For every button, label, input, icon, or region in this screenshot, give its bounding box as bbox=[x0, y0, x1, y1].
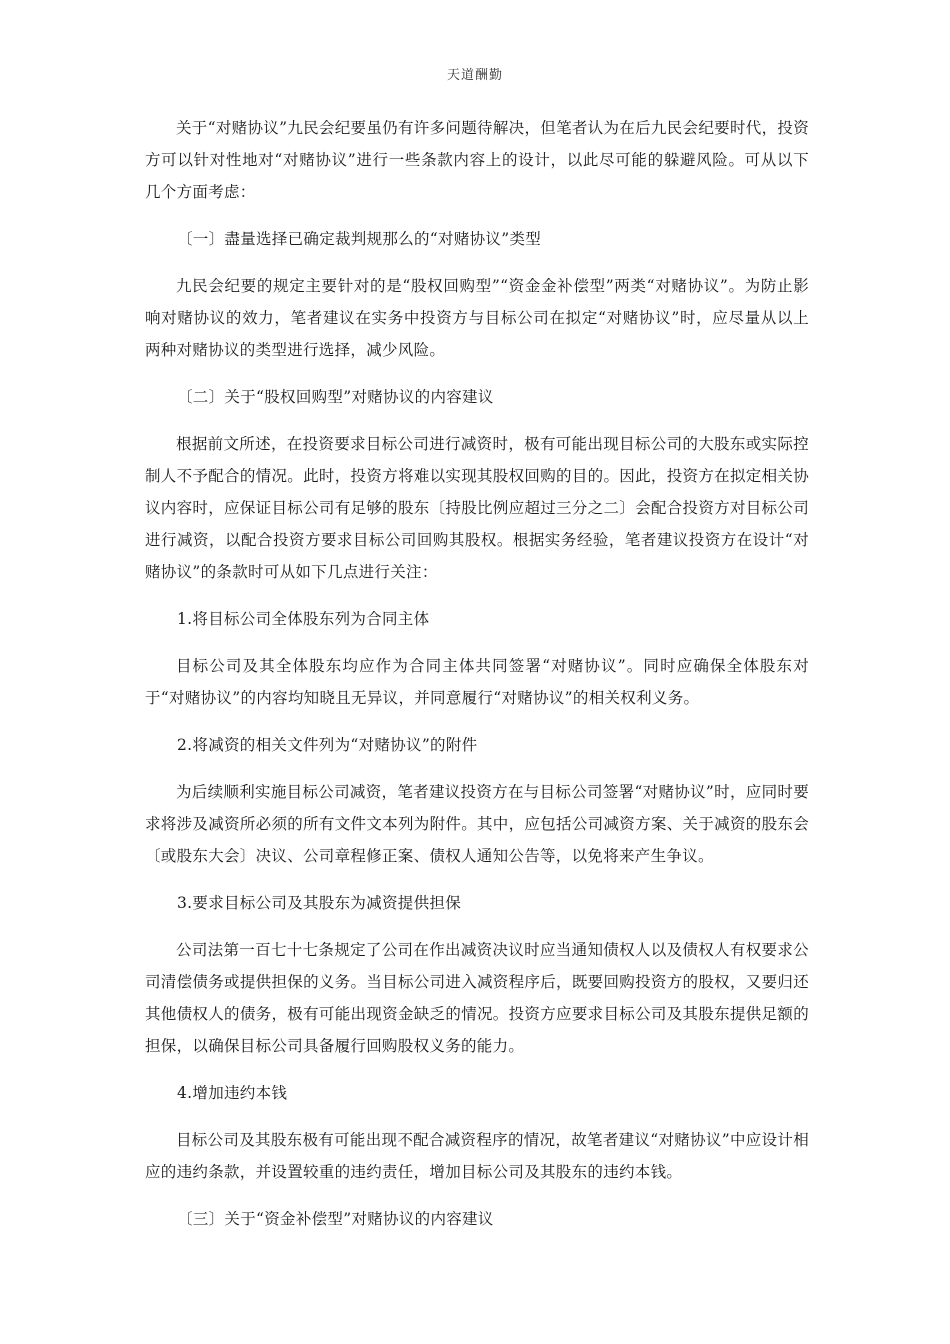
page-header: 天道酬勤 bbox=[446, 68, 503, 83]
paragraph-section-1: 九民会纪要的规定主要针对的是“股权回购型”“资金金补偿型”两类“对赌协议”。为防止影响对赌协议的效力，笔者建议在实务中投资方与目标公司在拟定“对赌协议”时，应尽量从以上两种对赌协议的类型进行选择，减少风险。 bbox=[145, 277, 809, 359]
document-body bbox=[145, 112, 809, 1250]
subheading-3: 3.要求目标公司及其股东为减资提供担保 bbox=[177, 894, 461, 912]
paragraph-sub-1: 目标公司及其全体股东均应作为合同主体共同签署“对赌协议”。同时应确保全体股东对于“对赌协议”的内容均知晓且无异议，并同意履行“对赌协议”的相关权利义务。 bbox=[145, 657, 809, 707]
paragraph-section-2: 根据前文所述，在投资要求目标公司进行减资时，极有可能出现目标公司的大股东或实际控制人不予配合的情况。此时，投资方将难以实现其股权回购的目的。因此，投资方在拟定相关协议内容时，应保证目标公司有足够的股东〔持股比例应超过三分之二〕会配合投资方对目标公司进行减资，以配合投资方要求目标公司回购其股权。根据实务经验，笔者建议投资方在设计“对赌协议”的条款时可从如下几点进行关注： bbox=[145, 435, 809, 581]
section-heading-1: 〔一〕盡量选择已确定裁判规那么的“对赌协议”类型 bbox=[177, 230, 542, 248]
section-heading-3: 〔三〕关于“资金补偿型”对赌协议的内容建议 bbox=[177, 1210, 494, 1228]
paragraph-sub-4: 目标公司及其股东极有可能出现不配合减资程序的情况，故笔者建议“对赌协议”中应设计相应的违约条款，并设置较重的违约责任，增加目标公司及其股东的违约本钱。 bbox=[145, 1131, 809, 1181]
paragraph-intro: 关于“对赌协议”九民会纪要虽仍有许多问题待解决，但笔者认为在后九民会纪要时代，投资方可以针对性地对“对赌协议”进行一些条款内容上的设计，以此尽可能的躲避风险。可从以下几个方面考虑： bbox=[145, 119, 809, 201]
section-heading-2: 〔二〕关于“股权回购型”对赌协议的内容建议 bbox=[177, 388, 494, 406]
paragraph-sub-2: 为后续顺利实施目标公司减资，笔者建议投资方在与目标公司签署“对赌协议”时，应同时要求将涉及减资所必须的所有文件文本列为附件。其中，应包括公司减资方案、关于减资的股东会〔或股东大会〕决议、公司章程修正案、债权人通知公告等，以免将来产生争议。 bbox=[145, 783, 809, 865]
subheading-2: 2.将减资的相关文件列为“对赌协议”的附件 bbox=[177, 736, 478, 754]
subheading-1: 1.将目标公司全体股东列为合同主体 bbox=[177, 610, 430, 628]
subheading-4: 4.增加违约本钱 bbox=[177, 1084, 288, 1102]
paragraph-sub-3: 公司法第一百七十七条规定了公司在作出减资决议时应当通知债权人以及债权人有权要求公司清偿债务或提供担保的义务。当目标公司进入减资程序后，既要回购投资方的股权，又要归还其他债权人的债务，极有可能出现资金缺乏的情况。投资方应要求目标公司及其股东提供足额的担保，以确保目标公司具备履行回购股权义务的能力。 bbox=[145, 941, 809, 1055]
